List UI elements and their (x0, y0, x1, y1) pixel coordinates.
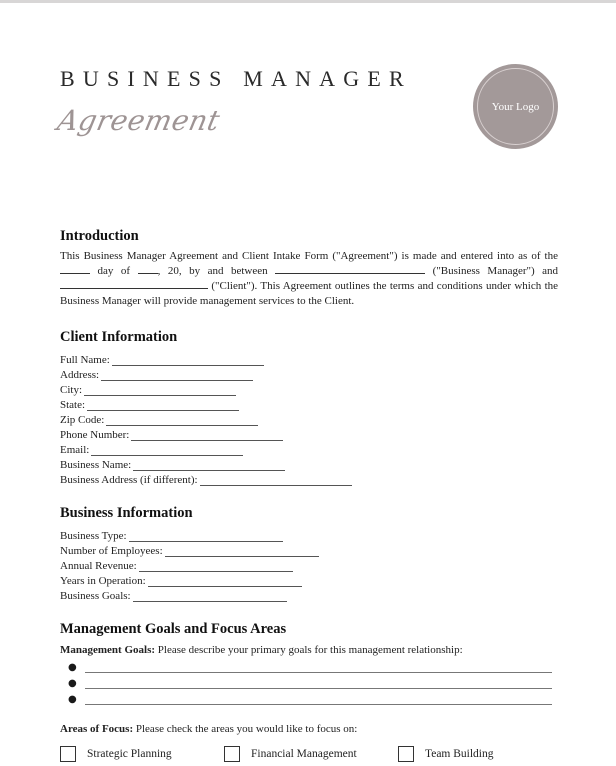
logo-placeholder (474, 65, 557, 148)
goal-line-1[interactable] (68, 659, 552, 673)
field-label: Address: (60, 369, 100, 381)
introduction-heading: Introduction (60, 228, 139, 244)
input-line[interactable] (131, 430, 283, 441)
field-label: City: (60, 384, 83, 396)
input-line[interactable] (106, 415, 258, 426)
checkbox-team-building[interactable] (398, 744, 494, 764)
introduction-paragraph (60, 249, 558, 309)
input-line[interactable] (85, 680, 552, 689)
number-of-employees-field[interactable] (60, 542, 319, 557)
areas-of-focus-prompt (60, 723, 357, 735)
logo-text: Your Logo (491, 100, 540, 113)
input-line[interactable] (112, 355, 264, 366)
email-field[interactable] (60, 441, 243, 456)
input-line[interactable] (133, 591, 287, 602)
field-label: Business Name: (60, 459, 132, 471)
blank-client-field[interactable] (60, 280, 208, 289)
business-information-heading: Business Information (60, 505, 193, 521)
years-in-operation-field[interactable] (60, 572, 302, 587)
business-type-field[interactable] (60, 527, 283, 542)
bullet-icon: ● (68, 662, 77, 673)
blank-business-manager-field[interactable] (275, 265, 425, 274)
field-label: Business Address (if different): (60, 474, 198, 486)
management-goals-prompt (60, 644, 463, 656)
state-field[interactable] (60, 396, 239, 411)
intro-text-4: ("Business Manager") and (432, 265, 559, 277)
input-line[interactable] (85, 696, 552, 705)
field-label: Email: (60, 444, 90, 456)
field-label: Years in Operation: (60, 575, 146, 587)
bullet-icon: ● (68, 694, 77, 705)
field-label: Business Goals: (60, 590, 131, 602)
field-label: Annual Revenue: (60, 560, 137, 572)
blank-month-field[interactable] (138, 265, 158, 274)
input-line[interactable] (200, 475, 352, 486)
business-address-field[interactable] (60, 471, 352, 486)
business-goals-field[interactable] (60, 587, 287, 602)
goal-line-3[interactable] (68, 691, 552, 705)
input-line[interactable] (87, 400, 239, 411)
field-label: State: (60, 399, 86, 411)
input-line[interactable] (85, 664, 552, 673)
document-title: BUSINESS MANAGER (60, 66, 412, 91)
city-field[interactable] (60, 381, 236, 396)
annual-revenue-field[interactable] (60, 557, 293, 572)
input-line[interactable] (101, 370, 253, 381)
checkbox-label: Team Building (425, 748, 494, 760)
checkbox-icon[interactable] (60, 746, 76, 762)
top-edge-line (0, 0, 616, 3)
management-goals-text: Please describe your primary goals for this management relationship: (157, 644, 463, 656)
intro-text-3: , 20, by and between (157, 265, 268, 277)
field-label: Full Name: (60, 354, 110, 366)
field-label: Phone Number: (60, 429, 130, 441)
checkbox-label: Strategic Planning (87, 748, 172, 760)
goal-line-2[interactable] (68, 675, 552, 689)
blank-day-field[interactable] (60, 265, 90, 274)
input-line[interactable] (148, 576, 302, 587)
checkbox-financial-management[interactable] (224, 744, 357, 764)
phone-number-field[interactable] (60, 426, 283, 441)
intro-text-5: ("Client"). This Agreement outlines the terms and conditions under which the Business Manager will provide management services to the Client. (60, 280, 559, 307)
intro-text-1: This Business Manager Agreement and Client Intake Form ("Agreement") is made and entered into as of the (60, 250, 558, 262)
field-label: Number of Employees: (60, 545, 163, 557)
input-line[interactable] (84, 385, 236, 396)
field-label: Zip Code: (60, 414, 105, 426)
business-name-field[interactable] (60, 456, 285, 471)
checkbox-icon[interactable] (398, 746, 414, 762)
management-goals-heading: Management Goals and Focus Areas (60, 621, 287, 637)
input-line[interactable] (91, 445, 243, 456)
input-line[interactable] (129, 531, 283, 542)
field-label: Business Type: (60, 530, 127, 542)
input-line[interactable] (165, 546, 319, 557)
input-line[interactable] (139, 561, 293, 572)
intro-text-2: day of (97, 265, 131, 277)
zip-code-field[interactable] (60, 411, 258, 426)
logo-ring (477, 68, 554, 145)
client-information-heading: Client Information (60, 329, 178, 345)
areas-of-focus-text: Please check the areas you would like to focus on: (135, 723, 358, 735)
document-subtitle: Agreement (54, 104, 224, 137)
checkbox-icon[interactable] (224, 746, 240, 762)
checkbox-label: Financial Management (251, 748, 357, 760)
input-line[interactable] (133, 460, 285, 471)
bullet-icon: ● (68, 678, 77, 689)
areas-of-focus-label: Areas of Focus: (60, 723, 134, 735)
management-goals-label: Management Goals: (60, 644, 156, 656)
full-name-field[interactable] (60, 351, 264, 366)
checkbox-strategic-planning[interactable] (60, 744, 172, 764)
address-field[interactable] (60, 366, 253, 381)
